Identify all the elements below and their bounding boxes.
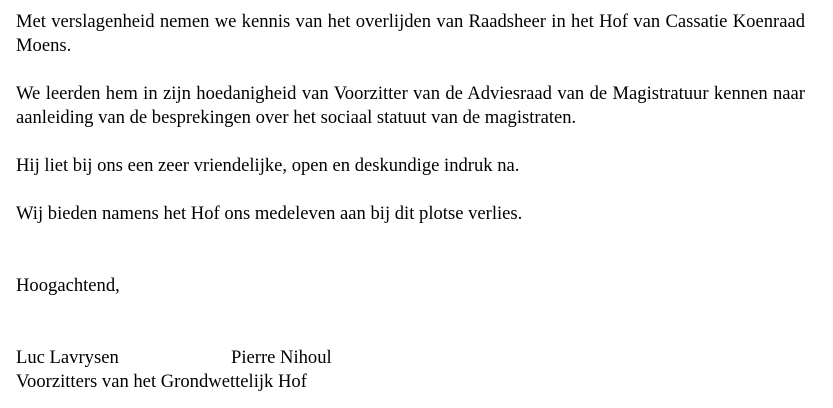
closing-salutation: Hoogachtend,	[16, 275, 120, 296]
paragraph-acquaintance: We leerden hem in zijn hoedanigheid van Voorzitter van de Adviesraad van de Magistratuur kennen naar aanleiding van de besprekingen over het sociaal statuut van de magistraten.	[16, 83, 805, 128]
signatory-title: Voorzitters van het Grondwettelijk Hof	[16, 371, 307, 392]
spacer	[16, 226, 805, 274]
spacer	[16, 298, 805, 346]
spacer	[16, 178, 805, 202]
paragraph-sympathy: Wij bieden namens het Hof ons medeleven aan bij dit plotse verlies.	[16, 203, 523, 224]
paragraph-condolence-intro: Met verslagenheid nemen we kennis van het overlijden van Raadsheer in het Hof van Cassatie Koenraad Moens.	[16, 11, 805, 56]
letter-body	[16, 10, 805, 394]
spacer	[16, 130, 805, 154]
signatories-row	[16, 346, 805, 370]
signatory-name-1: Luc Lavrysen	[16, 347, 119, 368]
paragraph-impression: Hij liet bij ons een zeer vriendelijke, open en deskundige indruk na.	[16, 155, 520, 176]
spacer	[16, 58, 805, 82]
signatory-name-2: Pierre Nihoul	[231, 347, 332, 368]
